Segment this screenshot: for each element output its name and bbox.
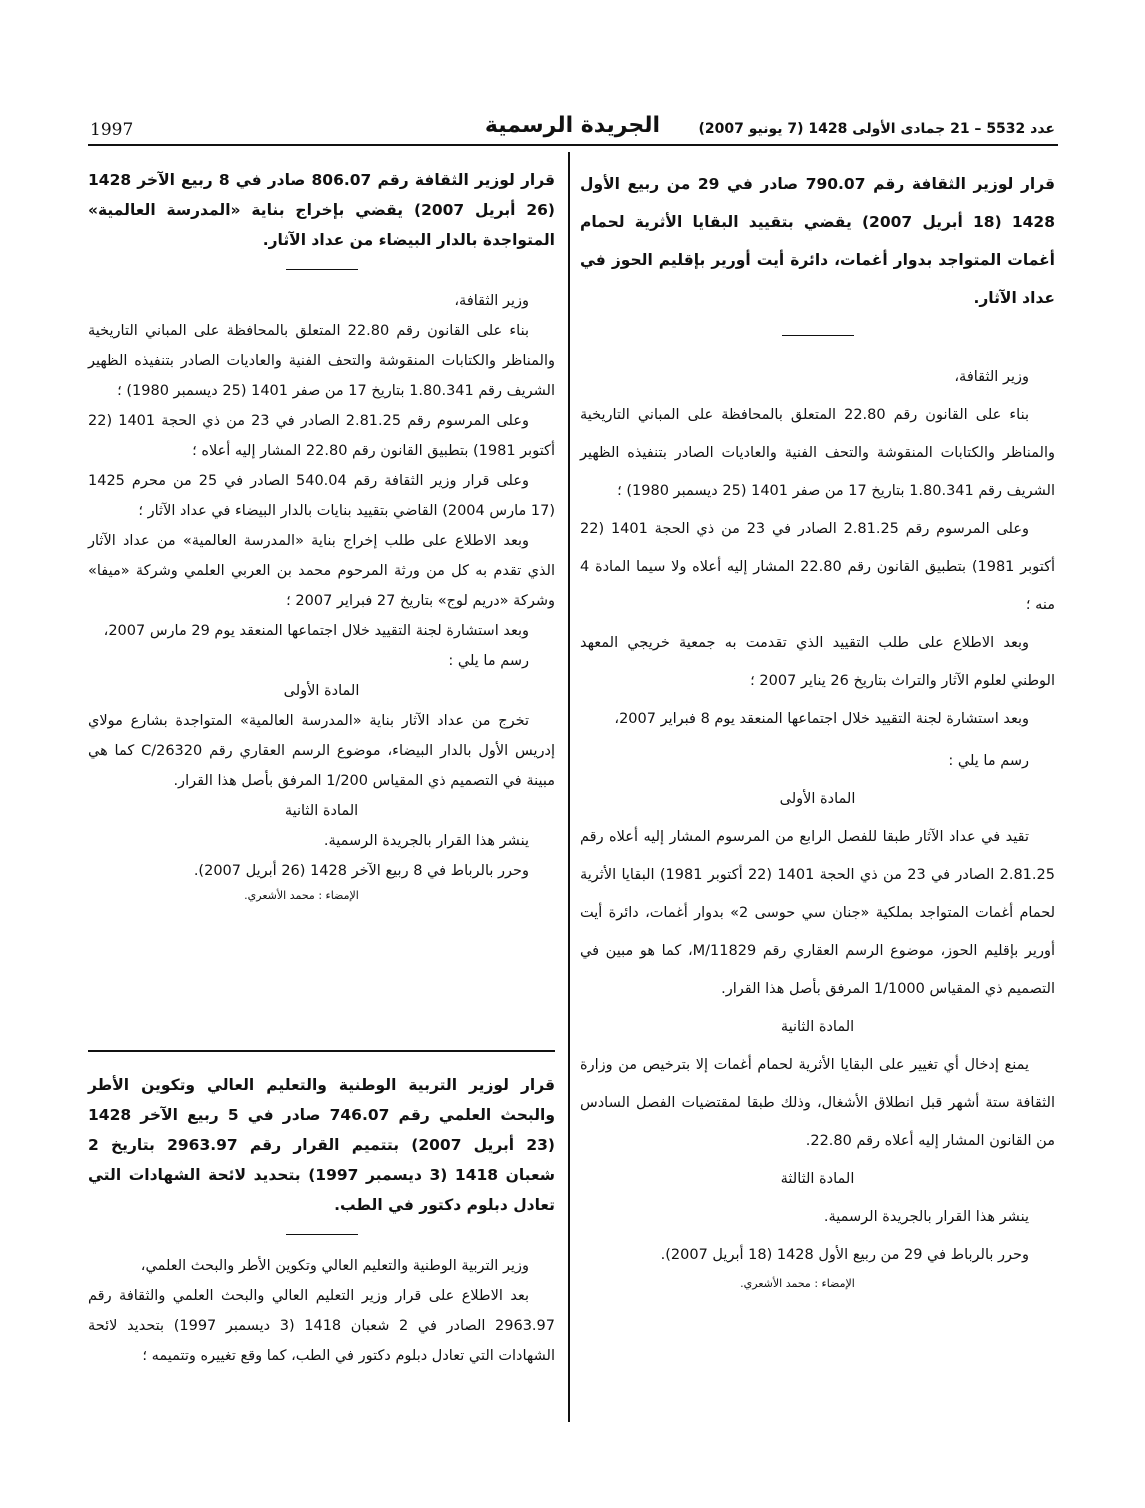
article-text: تخرج من عداد الآثار بناية «المدرسة العالمية» المتواجدة بشارع مولاي إدريس الأول بالدار البيضاء، موضوع الرسم العقاري رقم 26320/C كما هي مبينة في التصميم ذي المقياس 1/200 المرفق بأصل هذا القرار. <box>88 713 555 789</box>
title-rule <box>782 335 854 336</box>
column-divider <box>568 152 570 1422</box>
decree-746-minister: وزير التربية الوطنية والتعليم العالي وتكوين الأطر والبحث العلمي، <box>140 1258 529 1274</box>
done-at: وحرر بالرباط في 29 من ربيع الأول 1428 (18 أبريل 2007). <box>660 1247 1029 1263</box>
decree-806-paragraph: وبعد الاطلاع على طلب إخراج بناية «المدرسة العالمية» من عداد الآثار الذي تقدم به كل من ورثة المرحوم محمد بن العربي العلمي وشركة «ميفا» وشركة «دريم لوج» بتاريخ 27 فبراير 2007 ؛ <box>88 533 555 609</box>
decree-790-decree: رسم ما يلي : <box>948 753 1029 769</box>
header-rule <box>88 144 1058 146</box>
decree-806-paragraph: بناء على القانون رقم 22.80 المتعلق بالمحافظة على المباني التاريخية والمناظر والكتابات المنقوشة والتحف الفنية والعاديات الصادر بتنفيذه الظهير الشريف رقم 1.80.341 بتاريخ 17 من صفر 1401 (25 ديسمبر 1980) ؛ <box>88 323 555 399</box>
signature: الإمضاء : محمد الأشعري. <box>244 889 359 902</box>
title-rule <box>286 1234 358 1235</box>
article-text: يمنع إدخال أي تغيير على البقايا الأثرية لحمام أغمات إلا بترخيص من وزارة الثقافة ستة أشهر قبل انطلاق الأشغال، وذلك طبقا لمقتضيات الفصل السادس من القانون المشار إليه أعلاه رقم 22.80. <box>580 1057 1055 1149</box>
decree-790-paragraph: وبعد الاطلاع على طلب التقييد الذي تقدمت به جمعية خريجي المعهد الوطني لعلوم الآثار والتراث بتاريخ 26 يناير 2007 ؛ <box>580 635 1055 689</box>
decree-790-title: قرار لوزير الثقافة رقم 790.07 صادر في 29 من ربيع الأول 1428 (18 أبريل 2007) يقضي بتقييد البقايا الأثرية لحمام أغمات المتواجد بدوار أغمات، دائرة أيت أورير بإقليم الحوز في عداد الآثار. <box>580 175 1055 307</box>
decree-790-minister: وزير الثقافة، <box>954 369 1029 385</box>
issue-info: عدد 5532 – 21 جمادى الأولى 1428 (7 يونيو 2007) <box>698 121 1055 137</box>
decree-806-paragraph: وعلى قرار وزير الثقافة رقم 540.04 الصادر في 25 من محرم 1425 (17 مارس 2004) القاضي بتقييد بنايات بالدار البيضاء في عداد الآثار ؛ <box>88 473 555 519</box>
decree-746-column <box>88 1070 555 1371</box>
decree-806-minister: وزير الثقافة، <box>454 293 529 309</box>
article-text: ينشر هذا القرار بالجريدة الرسمية. <box>823 1209 1029 1225</box>
decree-746-title: قرار لوزير التربية الوطنية والتعليم العالي وتكوين الأطر والبحث العلمي رقم 746.07 صادر في 5 ربيع الآخر 1428 (23 أبريل 2007) بتتميم القرار رقم 2963.97 بتاريخ 2 شعبان 1418 (3 ديسمبر 1997) بتحديد لائحة الشهادات التي تعادل دبلوم دكتور في الطب. <box>88 1076 556 1214</box>
done-at: وحرر بالرباط في 8 ربيع الآخر 1428 (26 أبريل 2007). <box>193 863 529 879</box>
gazette-title: الجريدة الرسمية <box>484 113 661 138</box>
decree-790-paragraph: بناء على القانون رقم 22.80 المتعلق بالمحافظة على المباني التاريخية والمناظر والكتابات المنقوشة والتحف الفنية والعاديات الصادر بتنفيذه الظهير الشريف رقم 1.80.341 بتاريخ 17 من صفر 1401 (25 ديسمبر 1980) ؛ <box>580 407 1055 499</box>
article-heading: المادة الثالثة <box>780 1171 855 1187</box>
article-heading: المادة الأولى <box>779 791 856 807</box>
article-text: ينشر هذا القرار بالجريدة الرسمية. <box>323 833 529 849</box>
decree-790-paragraph: وبعد استشارة لجنة التقييد خلال اجتماعها المنعقد يوم 8 فبراير 2007، <box>614 711 1029 727</box>
article-heading: المادة الأولى <box>283 683 360 699</box>
section-separator <box>88 1050 555 1052</box>
decree-806-title: قرار لوزير الثقافة رقم 806.07 صادر في 8 ربيع الآخر 1428 (26 أبريل 2007) يقضي بإخراج بناية «المدرسة العالمية» المتواجدة بالدار البيضاء من عداد الآثار. <box>88 171 555 249</box>
signature: الإمضاء : محمد الأشعري. <box>740 1277 855 1290</box>
decree-806-paragraph: وبعد استشارة لجنة التقييد خلال اجتماعها المنعقد يوم 29 مارس 2007، <box>103 623 529 639</box>
article-text: تقيد في عداد الآثار طبقا للفصل الرابع من المرسوم المشار إليه أعلاه رقم 2.81.25 الصادر في 23 من ذي الحجة 1401 (22 أكتوبر 1981) البقايا الأثرية لحمام أغمات المتواجد بملكية «جنان سي حوسى 2» بدوار أغمات، دائرة أيت أورير بإقليم الحوز، موضوع الرسم العقاري رقم 11829/M، كما هو مبين في التصميم ذي المقياس 1/1000 المرفق بأصل هذا القرار. <box>580 829 1055 997</box>
article-heading: المادة الثانية <box>780 1019 855 1035</box>
article-heading: المادة الثانية <box>284 803 359 819</box>
decree-790-paragraph: وعلى المرسوم رقم 2.81.25 الصادر في 23 من ذي الحجة 1401 (22 أكتوبر 1981) بتطبيق القانون رقم 22.80 المشار إليه أعلاه ولا سيما المادة 4 منه ؛ <box>580 521 1056 613</box>
decree-806-column <box>88 165 555 906</box>
decree-806-paragraph: وعلى المرسوم رقم 2.81.25 الصادر في 23 من ذي الحجة 1401 (22 أكتوبر 1981) بتطبيق القانون رقم 22.80 المشار إليه أعلاه ؛ <box>88 413 555 459</box>
page-number: 1997 <box>90 120 134 140</box>
title-rule <box>286 269 358 270</box>
decree-746-paragraph: بعد الاطلاع على قرار وزير التعليم العالي والبحث العلمي والثقافة رقم 2963.97 الصادر في 2 شعبان 1418 (3 ديسمبر 1997) بتحديد لائحة الشهادات التي تعادل دبلوم دكتور في الطب، كما وقع تغييره وتتميمه ؛ <box>88 1288 555 1364</box>
decree-790-column <box>580 165 1055 1294</box>
decree-806-decree: رسم ما يلي : <box>448 653 529 669</box>
